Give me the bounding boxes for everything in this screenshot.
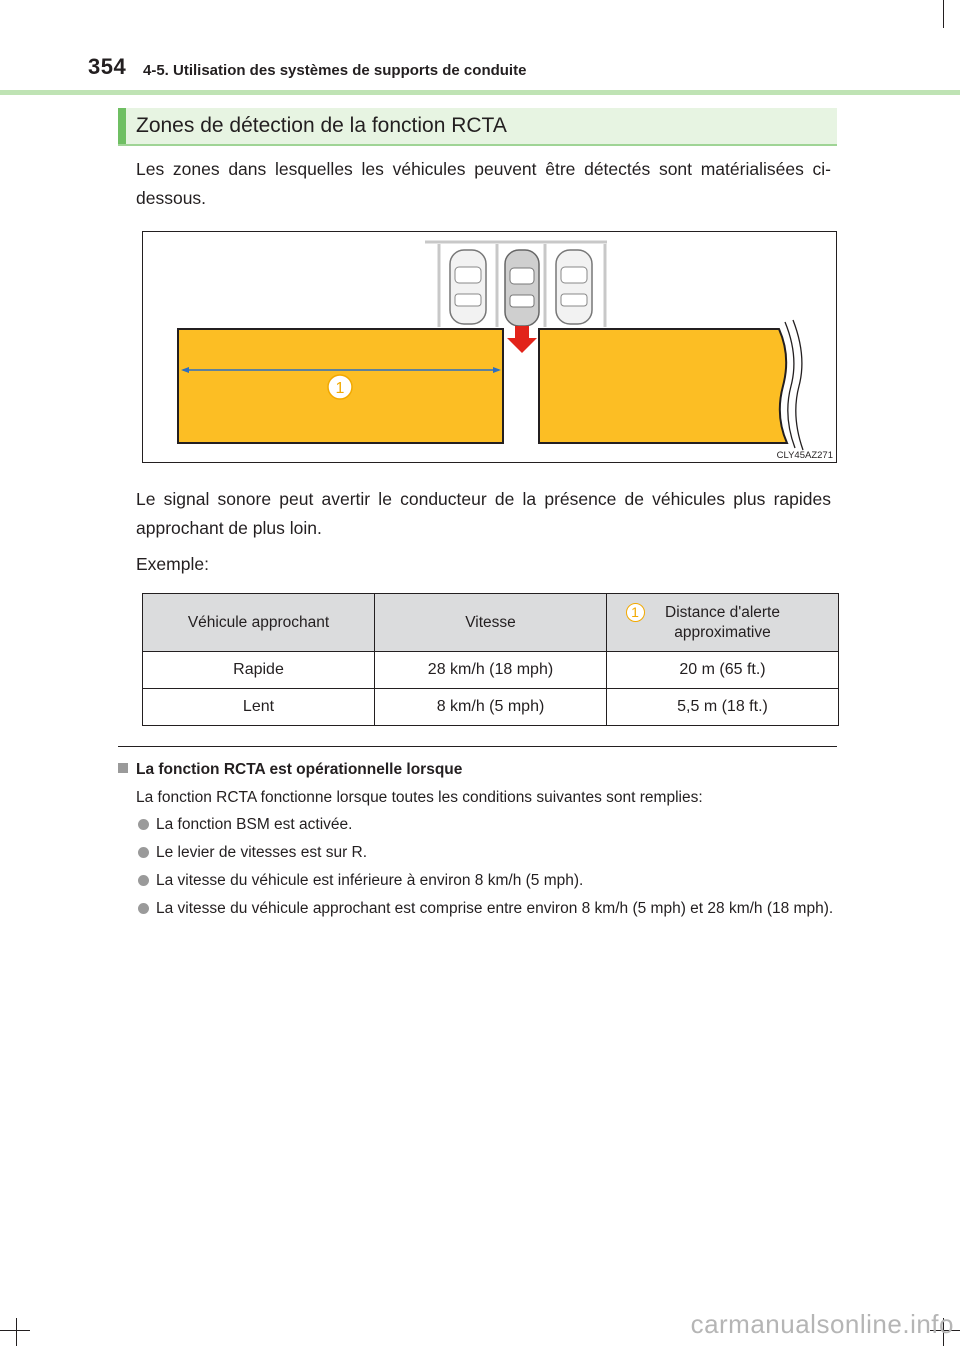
list-item-text: La fonction BSM est activée.: [156, 816, 353, 833]
table-cell: 8 km/h (5 mph): [375, 689, 607, 726]
note-heading-text: La fonction RCTA est opérationnelle lorsque: [136, 761, 463, 778]
bullet-dot-icon: [138, 819, 149, 830]
conditions-list: [136, 815, 838, 927]
zone-continuation-line: [793, 320, 803, 450]
figure-code: CLY45AZ271: [776, 450, 833, 461]
example-label: Exemple:: [136, 554, 209, 574]
table-cell: Lent: [143, 689, 375, 726]
callout-badge: 1: [626, 603, 645, 622]
list-item: [136, 871, 838, 890]
table-header-cell: Vitesse: [375, 594, 607, 652]
crop-mark: [16, 1318, 17, 1346]
callout-number: 1: [335, 380, 345, 397]
header-rule: [0, 90, 960, 95]
list-item-text: La vitesse du véhicule est inférieure à environ 8 km/h (5 mph).: [156, 872, 584, 889]
parked-car-left-icon: [450, 250, 486, 324]
list-item: [136, 899, 838, 918]
detection-zones-illustration: [143, 232, 838, 464]
table-header-row: [143, 594, 839, 652]
table-cell: Rapide: [143, 652, 375, 689]
table-cell: 28 km/h (18 mph): [375, 652, 607, 689]
reversing-car-icon: [505, 250, 539, 326]
running-head: 4-5. Utilisation des systèmes de supports de conduite: [143, 62, 527, 79]
table-header-cell: Véhicule approchant: [143, 594, 375, 652]
note-intro: La fonction RCTA fonctionne lorsque toutes les conditions suivantes sont remplies:: [136, 789, 703, 806]
zone-continuation-line: [785, 322, 795, 448]
bullet-dot-icon: [138, 903, 149, 914]
table-cell: 5,5 m (18 ft.): [607, 689, 839, 726]
right-detection-zone: [539, 329, 787, 443]
list-item: [136, 843, 838, 862]
table-header-cell: [607, 594, 839, 652]
note-heading: [118, 761, 462, 779]
list-item: [136, 815, 838, 834]
bullet-dot-icon: [138, 847, 149, 858]
detection-zones-figure: [142, 231, 837, 463]
section-divider: [118, 746, 837, 747]
alert-distance-table: [142, 593, 839, 726]
second-paragraph: Le signal sonore peut avertir le conducteur de la présence de véhicules plus rapides approchant de plus loin.: [136, 489, 831, 538]
crop-mark: [943, 0, 944, 28]
table-cell: 20 m (65 ft.): [607, 652, 839, 689]
parked-car-right-icon: [556, 250, 592, 324]
table-row: [143, 652, 839, 689]
section-title: Zones de détection de la fonction RCTA: [118, 108, 837, 146]
list-item-text: La vitesse du véhicule approchant est comprise entre environ 8 km/h (5 mph) et 28 km/h (18 mph).: [156, 900, 834, 917]
intro-paragraph: Les zones dans lesquelles les véhicules peuvent être détectés sont matérialisées ci-dessous.: [136, 159, 831, 208]
crop-mark: [0, 1330, 30, 1331]
reverse-direction-arrow-icon: [507, 326, 537, 353]
bullet-dot-icon: [138, 875, 149, 886]
table-row: [143, 689, 839, 726]
list-item-text: Le levier de vitesses est sur R.: [156, 844, 368, 861]
square-bullet-icon: [118, 763, 128, 773]
watermark: carmanualsonline.info: [690, 1309, 954, 1339]
page-number: 354: [88, 54, 127, 79]
table-header-label: Distance d'alerte approximative: [665, 603, 780, 641]
